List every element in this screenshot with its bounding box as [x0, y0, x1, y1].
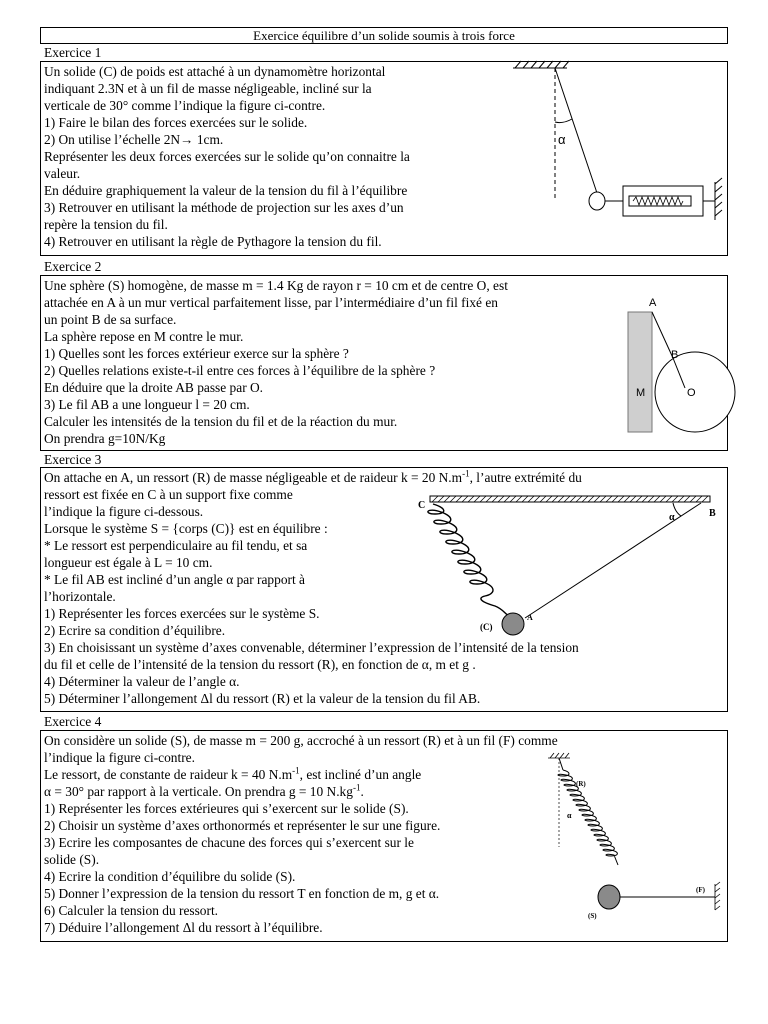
- text-line: 1) Représenter les forces exercées sur le système S.: [44, 606, 320, 621]
- text-line: 4) Déterminer la valeur de l’angle α.: [44, 674, 240, 689]
- text-line-part: Le ressort, de constante de raideur k = 40 N.m: [44, 767, 293, 782]
- text-line: 3) Le fil AB a une longueur l = 20 cm.: [44, 397, 250, 412]
- text-line: du fil et celle de l’intensité de la tension du ressort (R), en fonction de α, m et g .: [44, 657, 476, 672]
- exercise-4-label: Exercice 4: [44, 714, 102, 729]
- text-line: l’indique la figure ci-dessous.: [44, 504, 204, 519]
- text-line: ressort est fixée en C à un support fixe comme: [44, 487, 293, 502]
- text-line: 4) Retrouver en utilisant la règle de Pythagore la tension du fil.: [44, 234, 382, 249]
- label-B: B: [709, 508, 716, 519]
- text-line: longueur est égale à L = 10 cm.: [44, 555, 213, 570]
- angle-label: α: [558, 132, 566, 147]
- label-F: (F): [696, 886, 705, 894]
- label-S: (S): [588, 912, 597, 920]
- text-line: [44, 783, 558, 800]
- solid-body: [589, 192, 605, 210]
- text-line: repère la tension du fil.: [44, 217, 168, 232]
- text-line: 1) Représenter les forces extérieures qui s’exercent sur le solide (S).: [44, 801, 409, 816]
- text-line: 5) Déterminer l’allongement Δl du ressort (R) et la valeur de la tension du fil AB.: [44, 691, 481, 706]
- label-A: A: [649, 297, 657, 309]
- text-line: On considère un solide (S), de masse m = 200 g, accroché à un ressort (R) et à un fil (F) comme: [44, 733, 558, 748]
- text-line: solide (S).: [44, 852, 100, 867]
- text-line: attachée en A à un mur vertical parfaitement lisse, par l’intermédiaire d’un fil fixé en: [44, 295, 498, 310]
- text-line: indiquant 2.3N et à un fil de masse négligeable, incliné sur la: [44, 81, 372, 96]
- exercise-3-label: Exercice 3: [44, 452, 102, 467]
- exercise-3-figure: [405, 492, 725, 642]
- text-line: 3) Ecrire les composantes de chacune des forces qui s’exercent sur le: [44, 835, 414, 850]
- exercise-2-figure: [625, 292, 728, 437]
- text-line: Représenter les deux forces exercées sur le solide qu’on connaitre la: [44, 149, 410, 164]
- ceiling-support: [548, 753, 570, 758]
- wall-support: [715, 178, 722, 220]
- text-line: 2) Choisir un système d’axes orthonormés et représenter le sur une figure.: [44, 818, 441, 833]
- text-line: En déduire que la droite AB passe par O.: [44, 380, 264, 395]
- dynamometer: [623, 186, 715, 216]
- text-line-part: , l’autre extrémité du: [469, 470, 582, 485]
- text-line: 2) Ecrire sa condition d’équilibre.: [44, 623, 226, 638]
- label-C: C: [418, 500, 426, 511]
- exercise-1-text: [44, 63, 410, 250]
- label-R: (R): [576, 780, 586, 788]
- text-line: On prendra g=10N/Kg: [44, 431, 166, 446]
- text-line: [44, 766, 558, 783]
- text-line: l’horizontale.: [44, 589, 116, 604]
- label-body-C: (C): [480, 622, 493, 632]
- wall-support: [715, 882, 720, 910]
- text-line: Un solide (C) de poids est attaché à un dynamomètre horizontal: [44, 64, 386, 79]
- text-line-part: , est incliné d’un angle: [299, 767, 422, 782]
- text-line-part: .: [360, 784, 364, 799]
- text-line: * Le ressort est perpendiculaire au fil tendu, et sa: [44, 538, 308, 553]
- text-line: Calculer les intensités de la tension du fil et de la réaction du mur.: [44, 414, 398, 429]
- text-line: En déduire graphiquement la valeur de la tension du fil à l’équilibre: [44, 183, 408, 198]
- text-line: 3) En choisissant un système d’axes convenable, déterminer l’expression de l’intensité de la tension: [44, 640, 579, 655]
- exercise-1-figure: [505, 60, 730, 250]
- thread: [555, 68, 597, 193]
- text-line: 2) Quelles relations existe-t-il entre ces forces à l’équilibre de la sphère ?: [44, 363, 436, 378]
- text-line: * Le fil AB est incliné d’un angle α par rapport à: [44, 572, 305, 587]
- label-alpha: α: [567, 811, 572, 820]
- text-line: 5) Donner l’expression de la tension du ressort T en fonction de m, g et α.: [44, 886, 440, 901]
- wall: [628, 312, 652, 432]
- superscript: -1: [352, 782, 361, 793]
- exercise-1-label: Exercice 1: [44, 45, 102, 60]
- page-title: Exercice équilibre d’un solide soumis à trois force: [40, 27, 728, 44]
- superscript: -1: [462, 468, 470, 479]
- fixed-support: [430, 496, 710, 502]
- text-line: 1) Quelles sont les forces extérieur exerce sur la sphère ?: [44, 346, 349, 361]
- text-line: Une sphère (S) homogène, de masse m = 1.4 Kg de rayon r = 10 cm et de centre O, est: [44, 278, 508, 293]
- text-line: 6) Calculer la tension du ressort.: [44, 903, 219, 918]
- text-line: [44, 469, 582, 486]
- text-line: 2) On utilise l’échelle 2N→ 1cm.: [44, 132, 224, 147]
- thread-AB: [652, 312, 673, 358]
- text-line-part: On attache en A, un ressort (R) de masse négligeable et de raideur k = 20 N.m: [44, 470, 463, 485]
- exercise-4-text: [44, 732, 558, 936]
- label-A: A: [527, 613, 533, 622]
- ceiling-support: [513, 61, 569, 68]
- text-line: un point B de sa surface.: [44, 312, 177, 327]
- text-line: l’indique la figure ci-contre.: [44, 750, 195, 765]
- text-line: verticale de 30° comme l’indique la figure ci-contre.: [44, 98, 326, 113]
- exercise-4-figure: [530, 752, 730, 927]
- text-line: valeur.: [44, 166, 81, 181]
- exercise-2-text: [44, 277, 508, 447]
- angle-arc: [555, 119, 572, 123]
- text-line: 3) Retrouver en utilisant la méthode de projection sur les axes d’un: [44, 200, 404, 215]
- body-C: [502, 613, 524, 635]
- exercise-2-label: Exercice 2: [44, 259, 102, 274]
- text-line: La sphère repose en M contre le mur.: [44, 329, 244, 344]
- label-alpha: α: [669, 512, 675, 523]
- text-line: Lorsque le système S = {corps (C)} est en équilibre :: [44, 521, 328, 536]
- label-M: M: [636, 387, 646, 399]
- text-line-part: α = 30° par rapport à la verticale. On prendra g = 10 N.kg: [44, 784, 353, 799]
- spring-R: [428, 504, 509, 616]
- text-line: 7) Déduire l’allongement Δl du ressort à l’équilibre.: [44, 920, 323, 935]
- label-B: B: [671, 349, 679, 361]
- spring-hook: [559, 758, 563, 770]
- thread-AB: [525, 503, 701, 618]
- text-line: 4) Ecrire la condition d’équilibre du solide (S).: [44, 869, 296, 884]
- superscript: -1: [292, 765, 300, 776]
- label-O: O: [687, 387, 696, 399]
- text-line: 1) Faire le bilan des forces exercées sur le solide.: [44, 115, 308, 130]
- solid-S: [598, 885, 620, 909]
